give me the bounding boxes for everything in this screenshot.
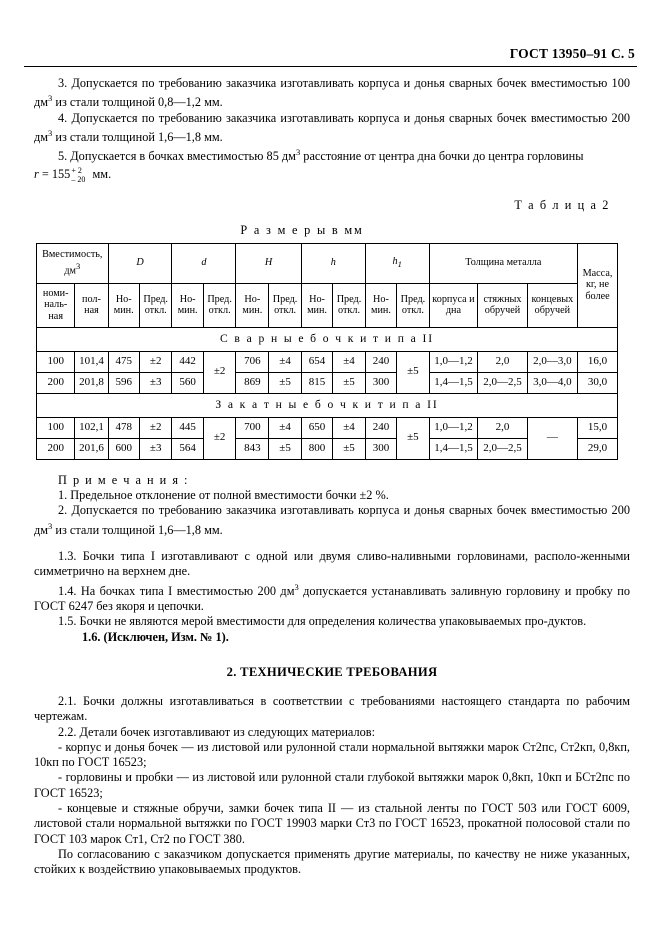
th-D: D [108, 243, 172, 283]
formula-unit: мм. [92, 166, 112, 181]
cell-t-body: 1,0—1,2 [429, 351, 478, 372]
cell-t-tie: 2,0 [478, 417, 527, 438]
table-band-rolled [37, 393, 618, 417]
table-caption: Т а б л и ц а 2 [514, 197, 610, 212]
note-5-sup: 3 [295, 147, 301, 158]
formula-equals: = 155 [41, 166, 71, 181]
cell-h-nom: 650 [301, 417, 332, 438]
page-header: ГОСТ 13950–91 С. 5 [509, 46, 635, 61]
clause-2-1: 2.1. Бочки должны изготавливаться в соответствии с требованиями настоящего стандарта по рабочим чертежам. [34, 693, 630, 724]
formula-upper: + 2 [71, 165, 82, 175]
clause-2-2: 2.2. Детали бочек изготавливают из следующих материалов: [58, 724, 375, 739]
note-5-text: 5. Допускается в бочках вместимостью 85 дм [58, 149, 296, 164]
cell-D-nom: 478 [108, 417, 139, 438]
th-h-nom: Но-мин. [301, 283, 332, 327]
band-welded-label: С в а р н ы е б о ч к и т и п а II [37, 327, 618, 351]
cell-H-nom: 706 [236, 351, 269, 372]
cell-D-nom: 600 [108, 438, 139, 459]
cell-h1-dev: ±5 [397, 351, 430, 393]
cell-h-dev: ±5 [333, 372, 366, 393]
cell-h1-nom: 300 [365, 372, 396, 393]
clause-2-2-c: - концевые и стяжные обручи, замки бочек типа II — из стальной ленты по ГОСТ 503 или ГОСТ 6009, листовой стали нормальной вытяжки по ГОСТ 19903 марки Ст3 по ГОСТ 16523, прокатной полосовой стали по ГОСТ 103 марок Ст1, Ст2 по ГОСТ 380. [34, 801, 630, 846]
note-5 [34, 145, 630, 164]
th-h1: $h_1$ [365, 243, 429, 283]
th-thickness-body: корпуса и дна [429, 283, 478, 327]
clause-2-3: По согласованию с заказчиком допускается применять другие материалы, по качеству не ниже указанных, стойких к воздействию упаковываемых продуктов. [34, 846, 630, 877]
note-3 [34, 76, 630, 111]
cell-H-dev: ±4 [269, 417, 302, 438]
notes-title: П р и м е ч а н и я : [58, 472, 189, 487]
cell-D-dev: ±3 [139, 438, 172, 459]
th-d-dev: Пред. откл. [203, 283, 236, 327]
th-H-nom: Но-мин. [236, 283, 269, 327]
note-4-text: 4. Допускается по требованию заказчика изготавливать корпуса и донья сварных бочек вместимостью 200 дм [34, 110, 630, 145]
note-4 [34, 111, 630, 146]
note-4-tail: из стали толщиной 1,6—1,8 мм. [52, 130, 223, 145]
cell-h-nom: 800 [301, 438, 332, 459]
cell-D-nom: 475 [108, 351, 139, 372]
th-capacity-full: пол-ная [75, 283, 108, 327]
formula-tolerance [71, 166, 85, 184]
cell-h1-nom: 240 [365, 417, 396, 438]
cell-H-dev: ±5 [269, 372, 302, 393]
cell-t-body: 1,4—1,5 [429, 438, 478, 459]
note-3-sup: 3 [48, 93, 53, 104]
cell-cap-full: 101,4 [75, 351, 108, 372]
cell-H-dev: ±4 [269, 351, 302, 372]
clause-2-2-b: - горловины и пробки — из листовой или рулонной стали глубокой вытяжки марок 0,8кп, 10кп и БСт2пс по ГОСТ 16523; [34, 770, 630, 800]
cell-t-end: 2,0—3,0 [527, 351, 577, 372]
cell-d-nom: 560 [172, 372, 203, 393]
note-5-tail: расстояние от центра дна бочки до центра горловины [300, 149, 584, 164]
cell-d-dev: ±2 [203, 417, 236, 459]
table-units-title: Р а з м е р ы в мм [240, 222, 364, 237]
th-D-nom: Но-мин. [108, 283, 139, 327]
note-item-2: 2. Допускается по требованию заказчика изготавливать корпуса и донья сварных бочек вместимостью 200 $дм^3$ из стали толщиной 1,6—1,8 мм. [34, 503, 630, 537]
dimensions-table [36, 243, 618, 460]
clause-1-6: 1.6. (Исключен, Изм. № 1). [82, 629, 229, 644]
th-D-dev: Пред. откл. [139, 283, 172, 327]
cell-h-nom: 815 [301, 372, 332, 393]
note-3-tail: из стали толщиной 0,8—1,2 мм. [52, 95, 223, 110]
page-content [34, 76, 630, 877]
cell-H-nom: 869 [236, 372, 269, 393]
cell-d-nom: 445 [172, 417, 203, 438]
section-2-title: 2. ТЕХНИЧЕСКИЕ ТРЕБОВАНИЯ [226, 664, 438, 679]
clause-2-2-a: - корпус и донья бочек — из листовой или рулонной стали нормальной вытяжки марок Ст2пс, Ст2кп, 0,8кп, 10кп по ГОСТ 16523; [34, 739, 630, 770]
formula-lower: – 20 [71, 174, 86, 184]
header-divider [24, 66, 637, 67]
cell-h1-nom: 240 [365, 351, 396, 372]
table-row [37, 417, 618, 438]
cell-cap-nom: 200 [37, 372, 75, 393]
cell-D-dev: ±2 [139, 417, 172, 438]
clause-1-3: 1.3. Бочки типа I изготавливают с одной или двумя сливо-наливными горловинами, располо-женными симметрично на верхнем дне. [34, 549, 630, 579]
note-4-sup: 3 [48, 127, 53, 138]
note-3-text: 3. Допускается по требованию заказчика изготавливать корпуса и донья сварных бочек вместимостью 100 дм [34, 76, 630, 110]
cell-H-nom: 843 [236, 438, 269, 459]
table-band-welded [37, 327, 618, 351]
cell-h-nom: 654 [301, 351, 332, 372]
cell-mass: 15,0 [578, 417, 618, 438]
cell-d-nom: 564 [172, 438, 203, 459]
th-thickness-end: концевых обручей [527, 283, 577, 327]
th-h1-nom: Но-мин. [365, 283, 396, 327]
th-d: d [172, 243, 236, 283]
cell-d-nom: 442 [172, 351, 203, 372]
th-d-nom: Но-мин. [172, 283, 203, 327]
cell-d-dev: ±2 [203, 351, 236, 393]
formula-r [34, 166, 630, 184]
th-h: h [301, 243, 365, 283]
cell-cap-nom: 100 [37, 417, 75, 438]
th-capacity-nominal: номи-наль-ная [37, 283, 75, 327]
table-row [37, 372, 618, 393]
cell-t-body: 1,0—1,2 [429, 417, 478, 438]
cell-h-dev: ±4 [333, 351, 366, 372]
cell-cap-nom: 200 [37, 438, 75, 459]
table-header-row-2 [37, 283, 618, 327]
th-H: H [236, 243, 301, 283]
cell-cap-full: 102,1 [75, 417, 108, 438]
clause-1-5: 1.5. Бочки не являются мерой вместимости для определения количества упаковываемых про-дуктов. [58, 614, 587, 629]
th-mass: Масса, кг, не более [578, 243, 618, 327]
cell-h-dev: ±5 [333, 438, 366, 459]
formula-variable: r [34, 166, 39, 181]
th-h-dev: Пред. откл. [333, 283, 366, 327]
cell-t-tie: 2,0—2,5 [478, 372, 527, 393]
band-rolled-label: З а к а т н ы е б о ч к и т и п а II [37, 393, 618, 417]
cell-t-tie: 2,0—2,5 [478, 438, 527, 459]
cell-mass: 29,0 [578, 438, 618, 459]
cell-h1-dev: ±5 [397, 417, 430, 459]
cell-t-end: — [527, 417, 577, 459]
table-row [37, 351, 618, 372]
cell-t-body: 1,4—1,5 [429, 372, 478, 393]
clause-1-4: 1.4. На бочках типа I вместимостью 200 $дм^3$ допускается устанавливать заливную горловину и пробку по ГОСТ 6247 без якоря и цепочки. [34, 581, 630, 614]
cell-t-end: 3,0—4,0 [527, 372, 577, 393]
th-H-dev: Пред. откл. [269, 283, 302, 327]
cell-mass: 16,0 [578, 351, 618, 372]
table-header-row-1 [37, 243, 618, 283]
cell-cap-nom: 100 [37, 351, 75, 372]
th-capacity: Вместимость, $дм^3$ [37, 243, 109, 283]
cell-t-tie: 2,0 [478, 351, 527, 372]
cell-D-nom: 596 [108, 372, 139, 393]
cell-cap-full: 201,6 [75, 438, 108, 459]
cell-mass: 30,0 [578, 372, 618, 393]
cell-h-dev: ±4 [333, 417, 366, 438]
cell-H-dev: ±5 [269, 438, 302, 459]
cell-D-dev: ±2 [139, 351, 172, 372]
cell-H-nom: 700 [236, 417, 269, 438]
table-notes [34, 473, 630, 538]
note-item-1: 1. Предельное отклонение от полной вместимости бочки ±2 %. [58, 488, 389, 503]
cell-h1-nom: 300 [365, 438, 396, 459]
th-h1-dev: Пред. откл. [397, 283, 430, 327]
cell-cap-full: 201,8 [75, 372, 108, 393]
th-thickness: Толщина металла [429, 243, 577, 283]
th-thickness-tie: стяжных обручей [478, 283, 527, 327]
cell-D-dev: ±3 [139, 372, 172, 393]
